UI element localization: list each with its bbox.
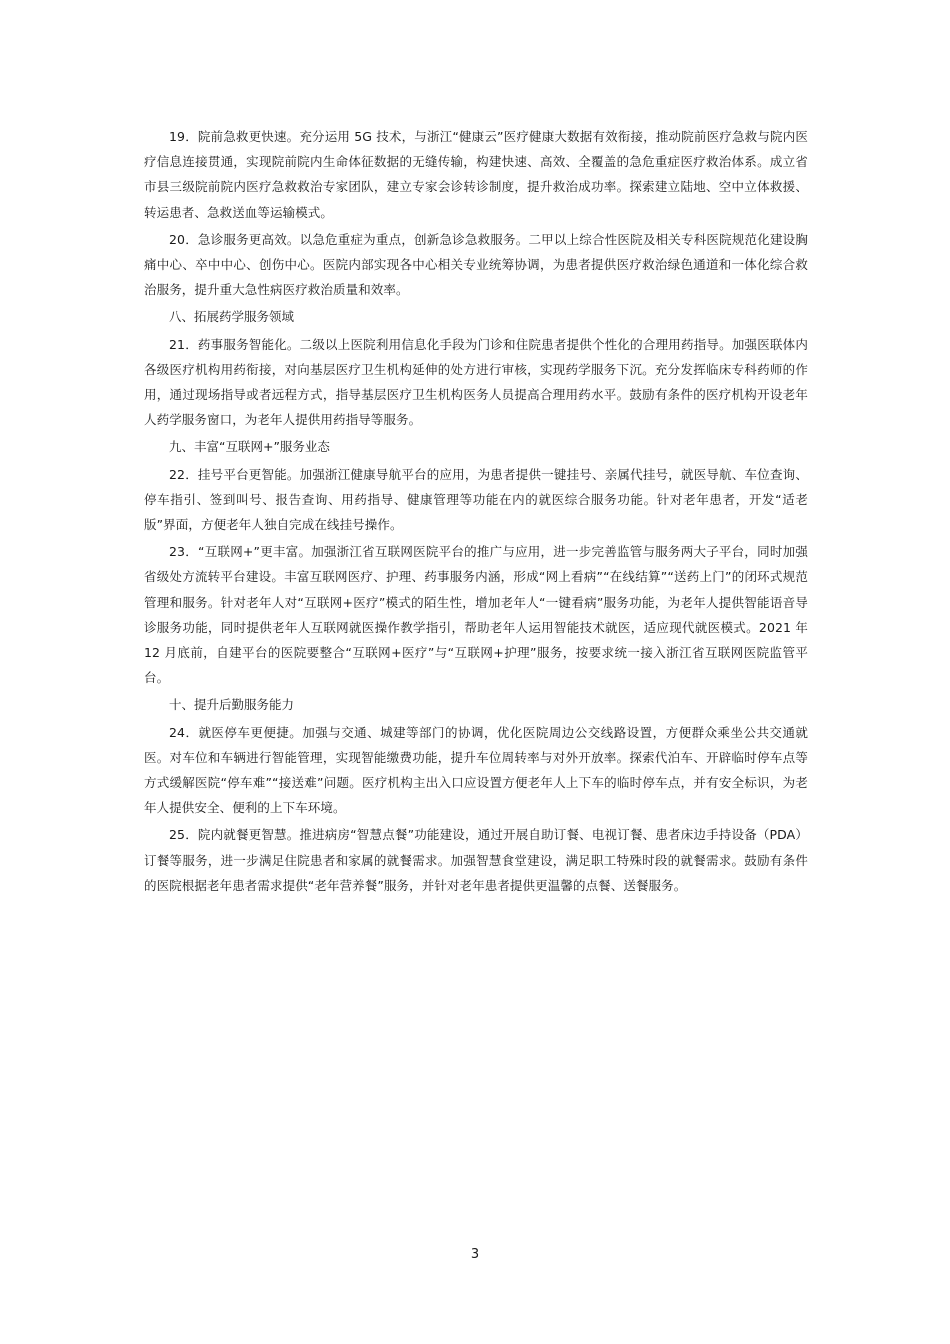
paragraph-21: 21．药事服务智能化。二级以上医院利用信息化手段为门诊和住院患者提供个性化的合理用药指导。加强医联体内各级医疗机构用药衔接，对向基层医疗卫生机构延伸的处方进行审核，实现药学服务下沉。充分发挥临床专科药师的作用，通过现场指导或者远程方式，指导基层医疗卫生机构医务人员提高合理用药水平。鼓励有条件的医疗机构开设老年人药学服务窗口，为老年人提供用药指导等服务。 — [144, 336, 808, 428]
paragraph-23: 23．“互联网+”更丰富。加强浙江省互联网医院平台的推广与应用，进一步完善监管与服务两大子平台，同时加强省级处方流转平台建设。丰富互联网医疗、护理、药事服务内涵，形成“网上看病”“在线结算”“送药上门”的闭环式规范管理和服务。针对老年人对“互联网+医疗”模式的陌生性，增加老年人“一键看病”服务功能，为老年人提供智能语音导诊服务功能，同时提供老年人互联网就医操作教学指引，帮助老年人运用智能技术就医，适应现代就医模式。2021 年 12 月底前，自建平台的医院要整合“互联网+医疗”与“互联网+护理”服务，按要求统一接入浙江省互联网医院监管平台。 — [144, 544, 808, 686]
paragraph-22: 22．挂号平台更智能。加强浙江健康导航平台的应用，为患者提供一键挂号、亲属代挂号，就医导航、车位查询、停车指引、签到叫号、报告查询、用药指导、健康管理等功能在内的就医综合服务功能。针对老年患者，开发“适老版”界面，方便老年人独自完成在线挂号操作。 — [144, 466, 808, 533]
section-heading-8: 八、拓展药学服务领域 — [169, 309, 295, 325]
paragraph-19: 19．院前急救更快速。充分运用 5G 技术，与浙江“健康云”医疗健康大数据有效衔接，推动院前医疗急救与院内医疗信息连接贯通，实现院前院内生命体征数据的无缝传输，构建快速、高效、全覆盖的急危重症医疗救治体系。成立省市县三级院前院内医疗急救救治专家团队，建立专家会诊转诊制度，提升救治成功率。探索建立陆地、空中立体救援、转运患者、急救送血等运输模式。 — [144, 129, 808, 220]
page-number: 3 — [470, 1247, 480, 1262]
section-heading-9: 九、丰富“互联网+”服务业态 — [169, 439, 330, 455]
paragraph-24: 24．就医停车更便捷。加强与交通、城建等部门的协调，优化医院周边公交线路设置，方便群众乘坐公共交通就医。对车位和车辆进行智能管理，实现智能缴费功能，提升车位周转率与对外开放率。探索代泊车、开辟临时停车点等方式缓解医院“停车难”“接送难”问题。医疗机构主出入口应设置方便老年人上下车的临时停车点，并有安全标识，为老年人提供安全、便利的上下车环境。 — [144, 724, 808, 816]
section-heading-10: 十、提升后勤服务能力 — [169, 697, 295, 713]
paragraph-20: 20．急诊服务更高效。以急危重症为重点，创新急诊急救服务。二甲以上综合性医院及相关专科医院规范化建设胸痛中心、卒中中心、创伤中心。医院内部实现各中心相关专业统筹协调，为患者提供医疗救治绿色通道和一体化综合救治服务，提升重大急性病医疗救治质量和效率。 — [144, 231, 808, 298]
paragraph-25: 25．院内就餐更智慧。推进病房“智慧点餐”功能建设，通过开展自助订餐、电视订餐、患者床边手持设备（PDA）订餐等服务，进一步满足住院患者和家属的就餐需求。加强智慧食堂建设，满足职工特殊时段的就餐需求。鼓励有条件的医院根据老年患者需求提供“老年营养餐”服务，并针对老年患者提供更温馨的点餐、送餐服务。 — [144, 827, 808, 893]
document-body — [144, 124, 808, 900]
